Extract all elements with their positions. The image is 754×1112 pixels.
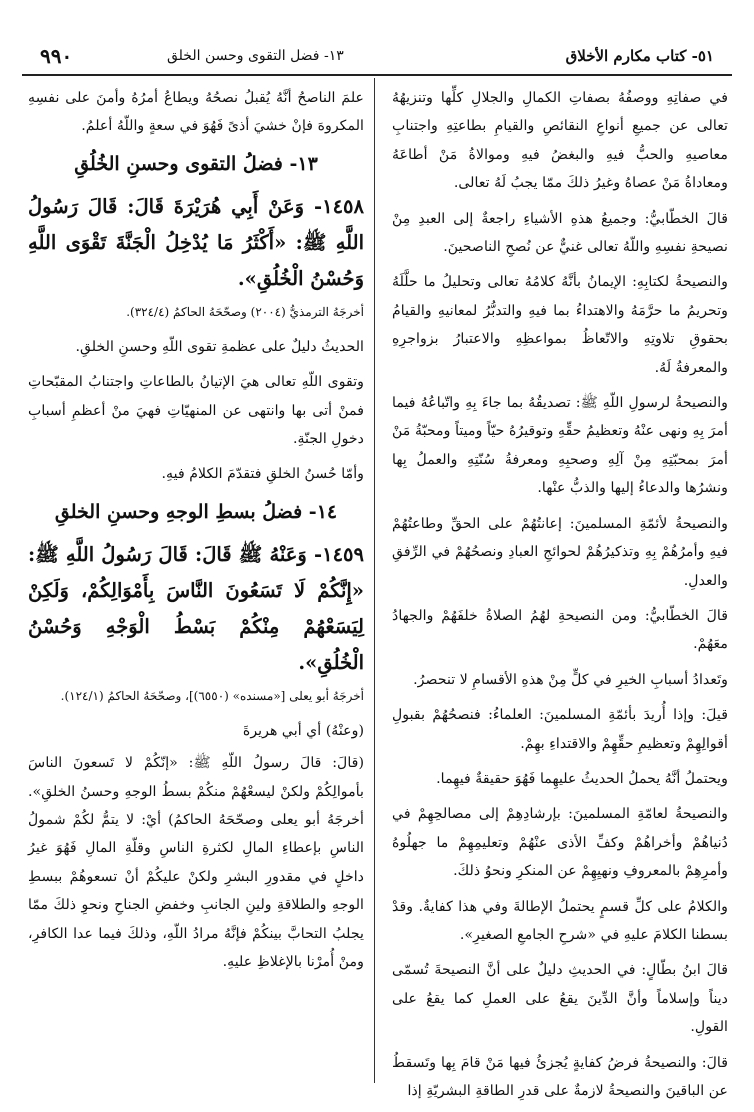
paragraph: وأمّا حُسنُ الخلقِ فتقدّمَ الكلامُ فيهِ. (161, 466, 364, 483)
hadith-1458: ١٤٥٨- وَعَنْ أَبِي هُرَيْرَةَ قَالَ: قَالَ رَسُولُ اللَّهِ ﷺ: «أَكْثَرُ مَا يُدْخِلُ الْجَنَّةَ تَقْوَى اللَّهِ وَحُسْنُ الْخُلُقِ». (28, 194, 364, 290)
narrator-note: (وعنْهُ) أي أبي هريرةَ (242, 722, 364, 739)
paragraph: علمَ الناصحُ أنَّهُ يُقبلُ نصحُهُ ويطاعُ أمرُهُ وأمنَ على نفسِهِ المكروهَ فإنْ خشيَ أذىً فَهُوَ في سعةٍ واللّهُ أعلمُ. (28, 90, 364, 135)
paragraph: والنصيحةُ لرسولِ اللّهِ ﷺ: تصديقُهُ بما جاءَ بِهِ واتّباعُهُ فيما أمرَ بِهِ ونهى عنْهُ وتعظيمُ حقِّهِ وتوقيرُهُ حيّاً وميتاً ومحبّةُ مَنْ أمرَ بمحبّتِهِ مِنْ آلِهِ وصحبِهِ ومعرفةُ سُنّتِهِ والعملُ بِها ونشرُها والدعاءُ إليها والذبُّ عنْها. (392, 395, 728, 497)
page-header (22, 42, 732, 76)
section-running-title: ١٣- فضل التقوى وحسن الخلق (167, 48, 344, 64)
paragraph: قالَ: والنصيحةُ فرضُ كفايةٍ يُجزئُ فيها مَنْ قامَ بِها وتَسقطُ عن الباقينَ والنصيحةُ لازمةٌ على قدرِ الطاقةِ البشريّةِ إذا (392, 1054, 728, 1099)
paragraph: والنصيحةُ لأئمّةِ المسلمينَ: إعانتُهُمْ على الحقِّ وطاعتُهُمْ فيهِ وأمرُهُمْ بِهِ وتذكيرُهُمْ لحوائجِ العبادِ ونصحُهُمْ في الرِّفقِ والعدلِ. (392, 515, 728, 589)
page-number: ٩٩٠ (40, 44, 73, 68)
paragraph: ويحتملُ أنَّهُ يحملُ الحديثُ عليهِما فَهُوَ حقيقةٌ فيهِما. (436, 770, 728, 787)
right-column (392, 84, 728, 1112)
column-divider (374, 78, 375, 1083)
paragraph: وتَعدادُ أسبابِ الخيرِ في كلٍّ مِنْ هذهِ الأقسامِ لا تنحصرُ. (413, 671, 728, 688)
section-14-title: ١٤- فضلُ بسطِ الوجهِ وحسنِ الخلقِ (54, 500, 338, 523)
paragraph: قالَ الخطّابيُّ: وجميعُ هذهِ الأشياءِ راجعةٌ إلى العبدِ مِنْ نصيحةِ نفسِهِ واللّهُ تعالى غنيٌّ عن نُصحِ الناصحينَ. (392, 210, 728, 256)
paragraph: والنصيحةُ لكتابِهِ: الإيمانُ بأنَّهُ كلامُهُ تعالى وتحليلُ ما حلَّلَهُ وتحريمُ ما حرَّمَهُ والاهتداءُ بما فيهِ والتدبُّرُ لمعانيهِ والقيامُ بحقوقِ تلاوتِهِ والاتّعاظُ بمواعظِهِ والاعتبارُ بزواجرِهِ والمعرفةُ لَهُ. (392, 274, 728, 376)
paragraph: والنصيحةُ لعامّةِ المسلمينَ: بإرشادِهِمْ إلى مصالحِهِمْ في دُنياهُمْ وأخراهُمْ وكفِّ الأذى عنْهُمْ وتعليمِهِمْ ما جهلُوهُ وأمرِهِمْ بالمعروفِ ونهيِهِمْ عن المنكرِ ونحوُ ذلكَ. (392, 806, 728, 880)
paragraph: قالَ ابنُ بطّالٍ: في الحديثِ دليلٌ على أنَّ النصيحةَ تُسمّى ديناً وإسلاماً وأنَّ الدِّينَ يقعُ على العملِ كما يقعُ على القولِ. (392, 962, 728, 1036)
section-13-title: ١٣- فضلُ التقوى وحسنِ الخُلُقِ (74, 152, 318, 175)
paragraph: والكلامُ على كلِّ قسمٍ يحتملُ الإطالةَ وفي هذا كفايةٌ. وقدْ بسطنا الكلامَ عليهِ في «شرحِ الجامعِ الصغيرِ». (392, 898, 728, 943)
paragraph: الحديثُ دليلٌ على عظمةِ تقوى اللّهِ وحسنِ الخلقِ. (75, 338, 364, 355)
paragraph: (قالَ: قالَ رسولُ اللّهِ ﷺ: «إنّكُمْ لا تَسعونَ الناسَ بأموالِكُمْ ولكنْ ليسعْهُمْ منكُمْ بسطُ الوجهِ وحسنُ الخلقِ». أخرجَهُ أبو يعلى وصحّحَهُ الحاكمُ) أيْ: لا يتمُّ لكُمْ شمولُ الناسِ بإعطاءِ المالِ لكثرةِ الناسِ وقلّةِ المالِ فَهُوَ غيرُ داخلٍ في مقدورِ البشرِ ولكنْ عليكُمْ أنْ تسعوهُمْ ببسطِ الوجهِ والطلاقةِ ولينِ الجانبِ وخفضِ الجناحِ ونحوِ ذلكَ ممّا يجلبُ التحابَّ بينكُمْ فإنَّهُ مرادُ اللّهِ، وذلكَ فيما عدا الكافرِ، ومنْ أُمرْنا بالإغلاظِ عليهِ. (28, 755, 364, 971)
paragraph: وتقوى اللّهِ تعالى هيَ الإتيانُ بالطاعاتِ واجتنابُ المقبّحاتِ فمنْ أتى بها وانتهى عن المنهيّاتِ فهيَ منْ أعظمِ أسبابِ دخولِ الجنّةِ. (28, 374, 364, 448)
hadith-1458-source: أخرجَهُ الترمذيُّ (٢٠٠٤) وصحّحَهُ الحاكمُ (٣٢٤/٤). (126, 304, 364, 319)
hadith-1459: ١٤٥٩- وَعَنْهُ ﷺ قَالَ: قَالَ رَسُولُ اللَّهِ ﷺ: «إِنَّكُمْ لَا تَسَعُونَ النَّاسَ بِأَمْوَالِكُمْ، وَلَكِنْ لِيَسَعْهُمْ مِنْكُمْ بَسْطُ الْوَجْهِ وَحُسْنُ الْخُلُقِ». (28, 542, 364, 674)
paragraph: قيلَ: وإذا أُريدَ بأئمّةِ المسلمينَ: العلماءُ: فنصحُهُمْ بقبولِ أقوالِهِمْ وتعظيمِ حقِّهِمْ والاقتداءِ بهِمْ. (392, 707, 728, 752)
book-running-title: ٥١- كتاب مكارم الأخلاق (565, 47, 714, 65)
hadith-1459-source: أخرجَهُ أبو يعلى [«مسنده» (٦٥٥٠)]، وصحّحَهُ الحاكمُ (١٢٤/١). (60, 688, 364, 703)
paragraph: في صفاتِهِ ووصفُهُ بصفاتِ الكمالِ والجلالِ كلِّها وتنزيهُهُ تعالى عن جميعِ أنواعِ النقائصِ والقيامِ بطاعتِهِ واجتنابِ معاصيهِ والحبُّ فيهِ والبغضُ فيهِ وموالاةُ مَنْ أطاعَهُ ومعاداةُ مَنْ عصاهُ وغيرُ ذلكَ ممّا يجبُ لَهُ تعالى. (392, 90, 728, 192)
paragraph: قالَ الخطّابيُّ: ومن النصيحةِ لهُمُ الصلاةُ خلفَهُمْ والجهادُ معَهُمْ. (392, 607, 728, 653)
left-column (28, 84, 364, 984)
